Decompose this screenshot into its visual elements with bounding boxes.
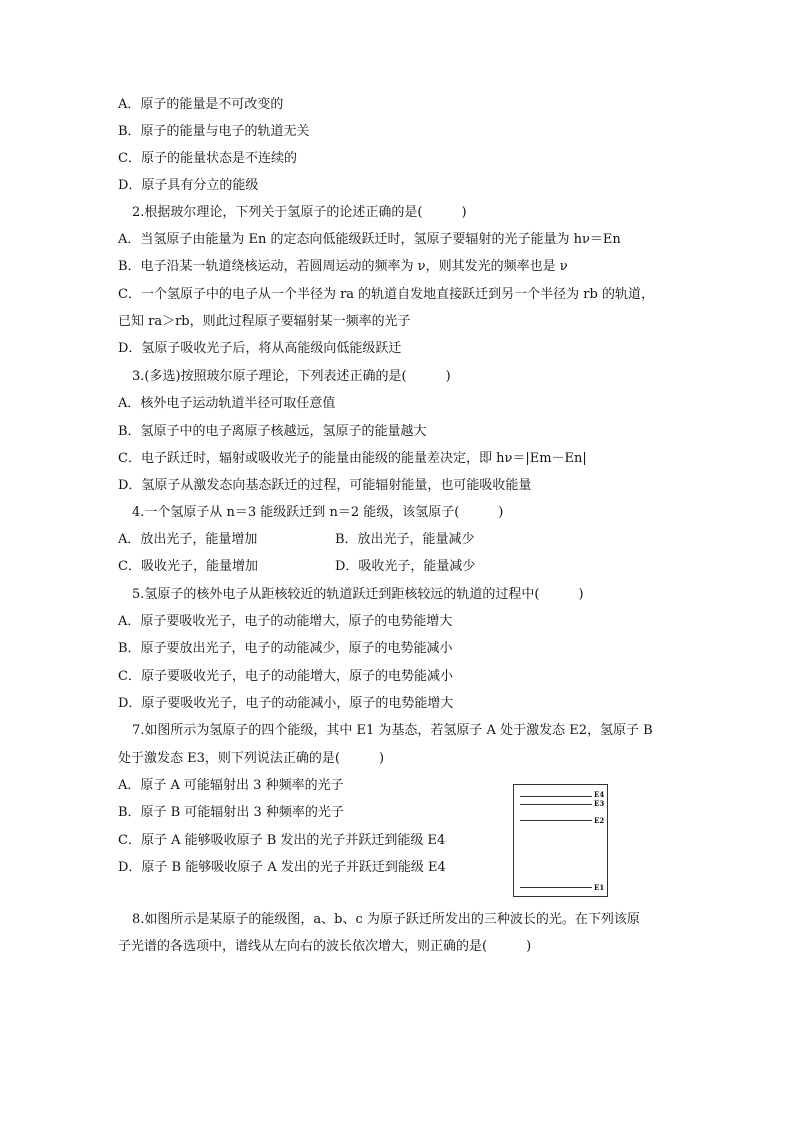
q7-option-c: C．原子 A 能够吸收原子 B 发出的光子并跃迁到能级 E4 [118,833,446,848]
q2-option-c: C．一个氢原子中的电子从一个半径为 ra 的轨道自发地直接跃迁到另一个半径为 rb 的轨道， [118,287,654,302]
q3-option-b: B．氢原子中的电子离原子核越远，氢原子的能量越大 [118,424,427,439]
q3-option-d: D．氢原子从激发态向基态跃迁的过程，可能辐射能量，也可能吸收能量 [118,478,532,493]
q5-option-a: A．原子要吸收光子，电子的动能增大，原子的电势能增大 [118,614,453,629]
q2-stem: 2.根据玻尔理论，下列关于氢原子的论述正确的是( ) [132,205,467,220]
q4-option-a: A．放出光子，能量增加 [118,532,258,547]
q7-option-b: B．原子 B 可能辐射出 3 种频率的光子 [118,805,344,820]
q7-option-d: D．原子 B 能够吸收原子 A 发出的光子并跃迁到能级 E4 [118,860,446,875]
q3-option-a: A．核外电子运动轨道半径可取任意值 [118,396,336,411]
q7-stem-line1: 7.如图所示为氢原子的四个能级，其中 E1 为基态，若氢原子 A 处于激发态 E2，氢原子 B [132,723,653,738]
q1-option-a: A．原子的能量是不可改变的 [118,97,284,112]
q3-stem: 3.(多选)按照玻尔原子理论，下列表述正确的是( ) [132,369,451,384]
q5-stem: 5.氢原子的核外电子从距核较近的轨道跃迁到距核较远的轨道的过程中( ) [132,587,584,602]
q2-option-a: A．当氢原子由能量为 En 的定态向低能级跃迁时，氢原子要辐射的光子能量为 hν＝En [118,232,621,247]
q2-option-d: D．氢原子吸收光子后，将从高能级向低能级跃迁 [118,341,402,356]
q3-option-c: C．电子跃迁时，辐射或吸收光子的能量由能级的能量差决定，即 hν＝|Em－En| [118,451,587,466]
energy-level-diagram [513,784,608,897]
energy-level-e2-label: E2 [594,816,605,825]
q7-stem-line2: 处于激发态 E3，则下列说法正确的是( ) [118,751,385,766]
q8-stem-line1: 8.如图所示是某原子的能级图，a、b、c 为原子跃迁所发出的三种波长的光。在下列该原 [132,912,640,927]
q2-option-b: B．电子沿某一轨道绕核运动，若圆周运动的频率为 ν，则其发光的频率也是 ν [118,259,568,274]
q8-stem-line2: 子光谱的各选项中，谱线从左向右的波长依次增大，则正确的是( ) [118,939,532,954]
q7-option-a: A．原子 A 可能辐射出 3 种频率的光子 [118,778,344,793]
energy-level-e1-line [520,887,592,888]
q1-option-c: C．原子的能量状态是不连续的 [118,151,297,166]
q4-stem: 4.一个氢原子从 n＝3 能级跃迁到 n＝2 能级，该氢原子( ) [132,505,504,520]
q5-option-d: D．原子要吸收光子，电子的动能减小，原子的电势能增大 [118,696,454,711]
energy-level-e3-label: E3 [594,799,605,808]
q1-option-d: D．原子具有分立的能级 [118,178,259,193]
energy-level-e3-line [520,804,592,805]
q1-option-b: B．原子的能量与电子的轨道无关 [118,124,310,139]
q5-option-b: B．原子要放出光子，电子的动能减少，原子的电势能减小 [118,641,453,656]
q4-option-b: B．放出光子，能量减少 [335,532,475,547]
q5-option-c: C．原子要吸收光子，电子的动能增大，原子的电势能减小 [118,669,453,684]
energy-level-e2-line [520,820,592,821]
energy-level-e1-label: E1 [594,883,605,892]
q4-option-d: D．吸收光子，能量减少 [335,559,476,574]
energy-level-e4-line [520,796,592,797]
q2-option-c-continued: 已知 ra＞rb，则此过程原子要辐射某一频率的光子 [118,314,411,329]
energy-level-e4-label: E4 [594,790,605,799]
q4-option-c: C．吸收光子，能量增加 [118,559,258,574]
